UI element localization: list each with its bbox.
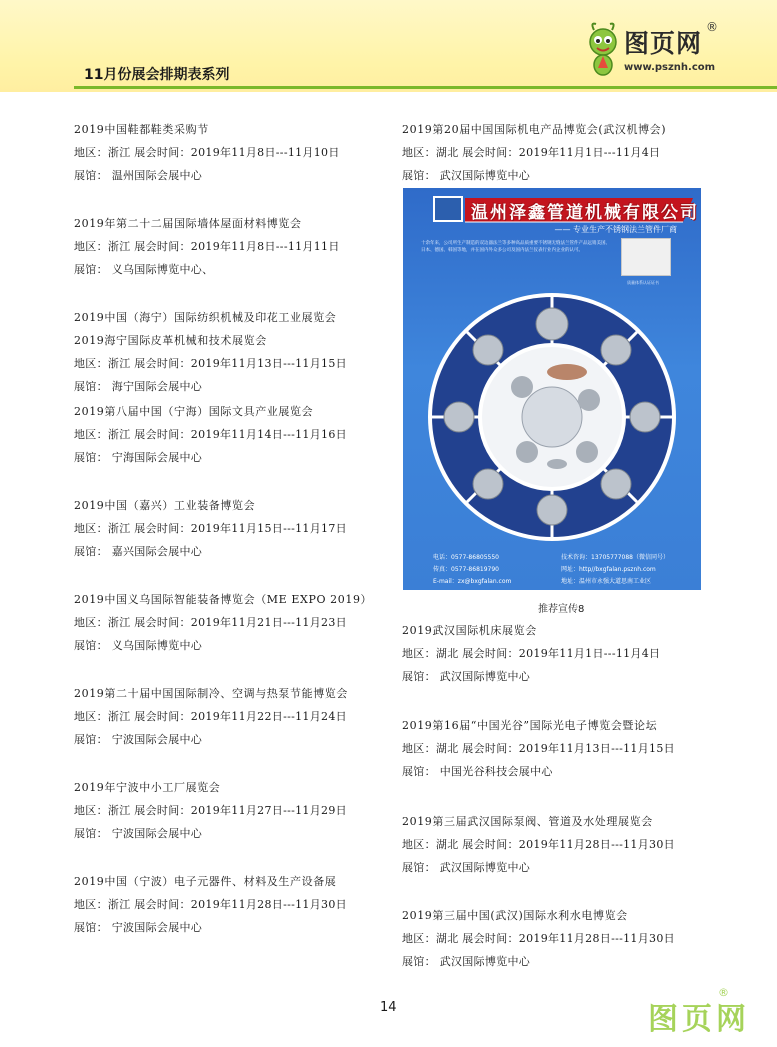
- page-header: [0, 0, 777, 92]
- exhibition-entry: [74, 400, 394, 469]
- exhibition-region-date: 地区：浙江 展会时间：2019年11月21日---11月23日: [74, 616, 347, 629]
- exhibition-region-date: 地区：浙江 展会时间：2019年11月28日---11月30日: [74, 898, 347, 911]
- ad-fax: 传真：0577-86819790: [433, 566, 499, 573]
- product-wheel: [427, 292, 677, 542]
- left-column: [74, 118, 394, 934]
- exhibition-title: 2019武汉国际机床展览会: [402, 624, 537, 637]
- exhibition-region-date: 地区：浙江 展会时间：2019年11月14日---11月16日: [74, 428, 347, 441]
- exhibition-entry: [74, 776, 394, 845]
- ad-description: 十余年来，公司所生产制造的双边器法兰等多种高品质重要不锈钢无缝法兰管件产品远销美国、日本、德国、韩国等地，并在国内外众多公司及国内法兰仪表行业内企业的认可。: [421, 241, 610, 253]
- ad-address: 地址：温州市永强大道思南工业区: [561, 578, 652, 585]
- exhibition-title: 2019中国（海宁）国际纺织机械及印花工业展览会: [74, 311, 337, 324]
- exhibition-title: 2019第16届“中国光谷”国际光电子博览会暨论坛: [402, 719, 658, 732]
- mascot-icon: [584, 20, 622, 78]
- exhibition-region-date: 地区：浙江 展会时间：2019年11月15日---11月17日: [74, 522, 347, 535]
- exhibition-entry: [402, 118, 702, 187]
- ad-contact-info: [403, 548, 701, 590]
- exhibition-title: 2019第20届中国国际机电产品博览会(武汉机博会): [402, 123, 667, 136]
- certificate-image: [621, 238, 671, 276]
- exhibition-title: 2019中国义乌国际智能装备博览会（ME EXPO 2019）: [74, 593, 373, 606]
- exhibition-entry: [74, 870, 394, 939]
- exhibition-region-date: 地区：浙江 展会时间：2019年11月27日---11月29日: [74, 804, 347, 817]
- exhibition-venue: 展馆： 温州国际会展中心: [74, 169, 203, 182]
- exhibition-entry: [402, 904, 702, 973]
- exhibition-title: 2019中国（嘉兴）工业装备博览会: [74, 499, 256, 512]
- exhibition-entry: [74, 494, 394, 563]
- ad-website: 网址：http//bxgfalan.psznh.com: [561, 566, 656, 573]
- exhibition-venue: 展馆： 义乌国际博览中心、: [74, 263, 214, 276]
- exhibition-entry: [402, 619, 702, 688]
- ad-email: E-mail：zx@bxgfalan.com: [433, 578, 512, 585]
- exhibition-title: 2019年第二十二届国际墙体屋面材料博览会: [74, 217, 302, 230]
- logo-url: www.psznh.com: [624, 62, 716, 73]
- exhibition-region-date: 地区：浙江 展会时间：2019年11月8日---11月11日: [74, 240, 340, 253]
- exhibition-venue: 展馆： 宁波国际会展中心: [74, 827, 203, 840]
- exhibition-title: 2019第二十届中国国际制冷、空调与热泵节能博览会: [74, 687, 348, 700]
- exhibition-entry: [74, 588, 394, 657]
- exhibition-title: 2019第八届中国（宁海）国际文具产业展览会: [74, 405, 314, 418]
- exhibition-venue: 展馆： 义乌国际博览中心: [74, 639, 203, 652]
- exhibition-entry: [402, 714, 702, 783]
- exhibition-venue: 展馆： 武汉国际博览中心: [402, 169, 531, 182]
- watermark-registered-mark: ®: [718, 986, 729, 999]
- certificate-caption: 质量体系认证证书: [627, 280, 659, 285]
- exhibition-region-date: 地区：湖北 展会时间：2019年11月1日---11月4日: [402, 146, 661, 159]
- registered-mark: ®: [706, 20, 718, 34]
- advertisement: [403, 188, 701, 590]
- page-number: 14: [380, 1000, 397, 1015]
- exhibition-subtitle: 2019海宁国际皮革机械和技术展览会: [74, 334, 267, 347]
- exhibition-venue: 展馆： 中国光谷科技会展中心: [402, 765, 553, 778]
- exhibition-title: 2019第三届中国(武汉)国际水利水电博览会: [402, 909, 628, 922]
- exhibition-title: 2019中国（宁波）电子元器件、材料及生产设备展: [74, 875, 337, 888]
- ad-company-name: 温州泽鑫管道机械有限公司: [471, 198, 699, 223]
- exhibition-entry: [74, 682, 394, 751]
- ad-phone: 电话：0577-86805550: [433, 554, 499, 561]
- exhibition-title: 2019第三届武汉国际泵阀、管道及水处理展览会: [402, 815, 653, 828]
- exhibition-entry: [74, 306, 394, 398]
- exhibition-region-date: 地区：浙江 展会时间：2019年11月13日---11月15日: [74, 357, 347, 370]
- exhibition-region-date: 地区：浙江 展会时间：2019年11月8日---11月10日: [74, 146, 340, 159]
- ad-tech-contact: 技术咨询：13705777088（微信同号）: [561, 554, 669, 561]
- exhibition-region-date: 地区：浙江 展会时间：2019年11月22日---11月24日: [74, 710, 347, 723]
- exhibition-venue: 展馆： 嘉兴国际会展中心: [74, 545, 203, 558]
- exhibition-entry: [74, 212, 394, 281]
- exhibition-venue: 展馆： 武汉国际博览中心: [402, 670, 531, 683]
- exhibition-title: 2019年宁波中小工厂展览会: [74, 781, 221, 794]
- exhibition-venue: 展馆： 武汉国际博览中心: [402, 861, 531, 874]
- exhibition-region-date: 地区：湖北 展会时间：2019年11月28日---11月30日: [402, 838, 675, 851]
- exhibition-title: 2019中国鞋都鞋类采购节: [74, 123, 209, 136]
- exhibition-entry: [74, 118, 394, 187]
- company-emblem-icon: [433, 196, 463, 222]
- watermark-logo: 图页网: [648, 1002, 750, 1037]
- exhibition-region-date: 地区：湖北 展会时间：2019年11月13日---11月15日: [402, 742, 675, 755]
- exhibition-venue: 展馆： 宁海国际会展中心: [74, 451, 203, 464]
- exhibition-venue: 展馆： 海宁国际会展中心: [74, 380, 203, 393]
- exhibition-venue: 展馆： 宁波国际会展中心: [74, 733, 203, 746]
- header-title: 11月份展会排期表系列: [84, 67, 230, 83]
- header-divider: [74, 86, 777, 89]
- exhibition-entry: [402, 810, 702, 879]
- exhibition-venue: 展馆： 宁波国际会展中心: [74, 921, 203, 934]
- ad-slogan: —— 专业生产不锈钢法兰管件厂商: [554, 225, 677, 234]
- exhibition-region-date: 地区：湖北 展会时间：2019年11月1日---11月4日: [402, 647, 661, 660]
- exhibition-venue: 展馆： 武汉国际博览中心: [402, 955, 531, 968]
- site-logo: [584, 20, 744, 82]
- exhibition-region-date: 地区：湖北 展会时间：2019年11月28日---11月30日: [402, 932, 675, 945]
- logo-text: 图页网: [624, 29, 703, 58]
- right-column-bottom: [402, 619, 702, 968]
- ad-caption: 推荐宣传8: [538, 604, 585, 615]
- right-column-top: [402, 118, 702, 187]
